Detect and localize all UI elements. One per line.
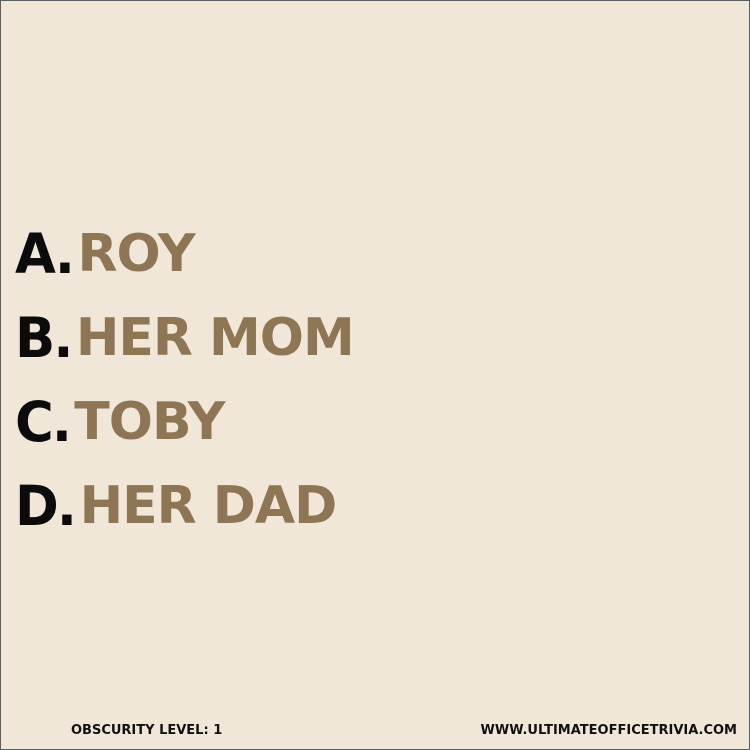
answer-letter-d: D. [15,474,76,538]
answer-option-c [15,391,354,453]
answer-option-b [15,307,354,369]
answer-option-d [15,475,354,537]
answer-letter-a: A. [15,222,74,286]
answer-letter-c: C. [15,390,70,454]
answer-text-b: HER MOM [75,308,354,368]
answer-option-a [15,223,354,285]
answer-text-c: TOBY [74,392,225,452]
answer-letter-b: B. [15,306,72,370]
answer-text-a: ROY [77,224,195,284]
website-url: WWW.ULTIMATEOFFICETRIVIA.COM [480,723,737,738]
answer-text-d: HER DAD [79,476,337,536]
obscurity-level: OBSCURITY LEVEL: 1 [71,723,223,738]
answer-list [15,223,354,559]
